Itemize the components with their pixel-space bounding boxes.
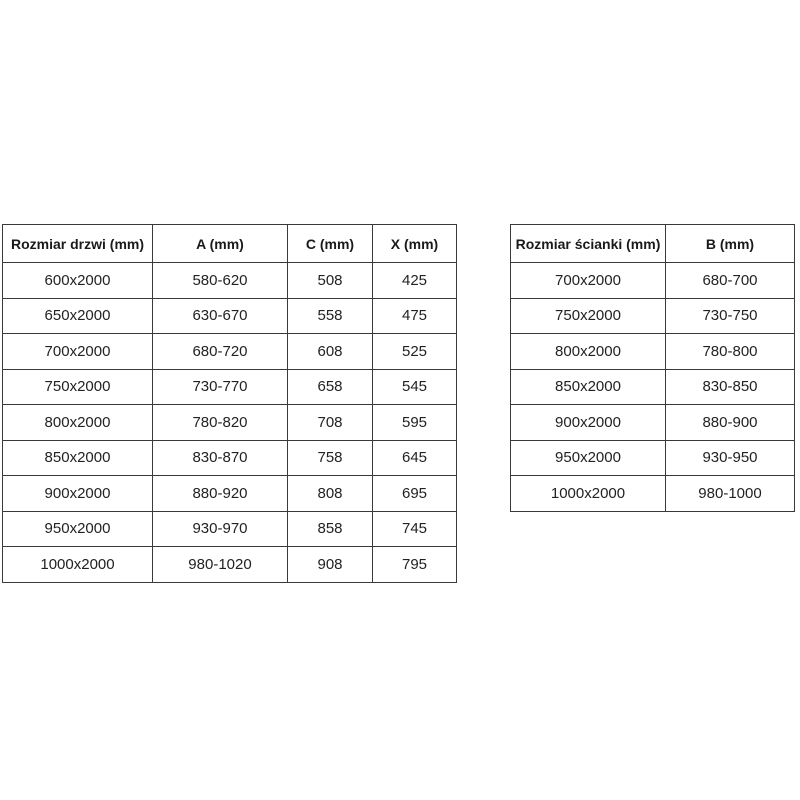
table-cell: 800x2000 <box>3 405 153 441</box>
table-row <box>511 263 795 299</box>
table-cell: 708 <box>288 405 373 441</box>
table-cell: 700x2000 <box>511 263 666 299</box>
table-cell: 745 <box>373 511 457 547</box>
table-cell: 980-1000 <box>666 476 795 512</box>
table-cell: 830-870 <box>153 440 288 476</box>
header-row <box>3 225 457 263</box>
table-cell: 558 <box>288 298 373 334</box>
table-cell: 425 <box>373 263 457 299</box>
table-row <box>511 298 795 334</box>
column-header: C (mm) <box>288 225 373 263</box>
table-cell: 730-750 <box>666 298 795 334</box>
table-cell: 730-770 <box>153 369 288 405</box>
table-cell: 595 <box>373 405 457 441</box>
header-row <box>511 225 795 263</box>
table-cell: 950x2000 <box>3 511 153 547</box>
table-cell: 900x2000 <box>511 405 666 441</box>
table-row <box>3 476 457 512</box>
table-cell: 908 <box>288 547 373 583</box>
table-row <box>3 440 457 476</box>
table-cell: 880-920 <box>153 476 288 512</box>
column-header: X (mm) <box>373 225 457 263</box>
table-row <box>3 263 457 299</box>
table-row <box>3 547 457 583</box>
table-cell: 830-850 <box>666 369 795 405</box>
column-header: Rozmiar ścianki (mm) <box>511 225 666 263</box>
table-cell: 850x2000 <box>511 369 666 405</box>
table-cell: 758 <box>288 440 373 476</box>
table-cell: 545 <box>373 369 457 405</box>
table-row <box>3 298 457 334</box>
table-cell: 930-950 <box>666 440 795 476</box>
table-cell: 780-820 <box>153 405 288 441</box>
table-cell: 650x2000 <box>3 298 153 334</box>
table-cell: 680-720 <box>153 334 288 370</box>
table-cell: 525 <box>373 334 457 370</box>
column-header: A (mm) <box>153 225 288 263</box>
table-cell: 850x2000 <box>3 440 153 476</box>
table-cell: 508 <box>288 263 373 299</box>
table-cell: 680-700 <box>666 263 795 299</box>
table-row <box>3 334 457 370</box>
table-cell: 858 <box>288 511 373 547</box>
table-cell: 808 <box>288 476 373 512</box>
table-cell: 750x2000 <box>511 298 666 334</box>
table-cell: 475 <box>373 298 457 334</box>
table-cell: 1000x2000 <box>511 476 666 512</box>
table-cell: 700x2000 <box>3 334 153 370</box>
table-cell: 600x2000 <box>3 263 153 299</box>
table-cell: 608 <box>288 334 373 370</box>
table-row <box>511 476 795 512</box>
table-cell: 695 <box>373 476 457 512</box>
table-row <box>511 405 795 441</box>
table-cell: 800x2000 <box>511 334 666 370</box>
table-row <box>3 369 457 405</box>
column-header: B (mm) <box>666 225 795 263</box>
table-cell: 580-620 <box>153 263 288 299</box>
table-row <box>3 405 457 441</box>
table-cell: 780-800 <box>666 334 795 370</box>
table-cell: 630-670 <box>153 298 288 334</box>
table-cell: 930-970 <box>153 511 288 547</box>
table-cell: 795 <box>373 547 457 583</box>
table-cell: 980-1020 <box>153 547 288 583</box>
table-row <box>511 440 795 476</box>
table-cell: 950x2000 <box>511 440 666 476</box>
table-cell: 658 <box>288 369 373 405</box>
table-cell: 900x2000 <box>3 476 153 512</box>
table-row <box>3 511 457 547</box>
table-cell: 1000x2000 <box>3 547 153 583</box>
wall-size-table <box>510 224 795 512</box>
table-row <box>511 334 795 370</box>
table-cell: 750x2000 <box>3 369 153 405</box>
door-size-table <box>2 224 457 583</box>
table-cell: 645 <box>373 440 457 476</box>
table-row <box>511 369 795 405</box>
table-cell: 880-900 <box>666 405 795 441</box>
column-header: Rozmiar drzwi (mm) <box>3 225 153 263</box>
